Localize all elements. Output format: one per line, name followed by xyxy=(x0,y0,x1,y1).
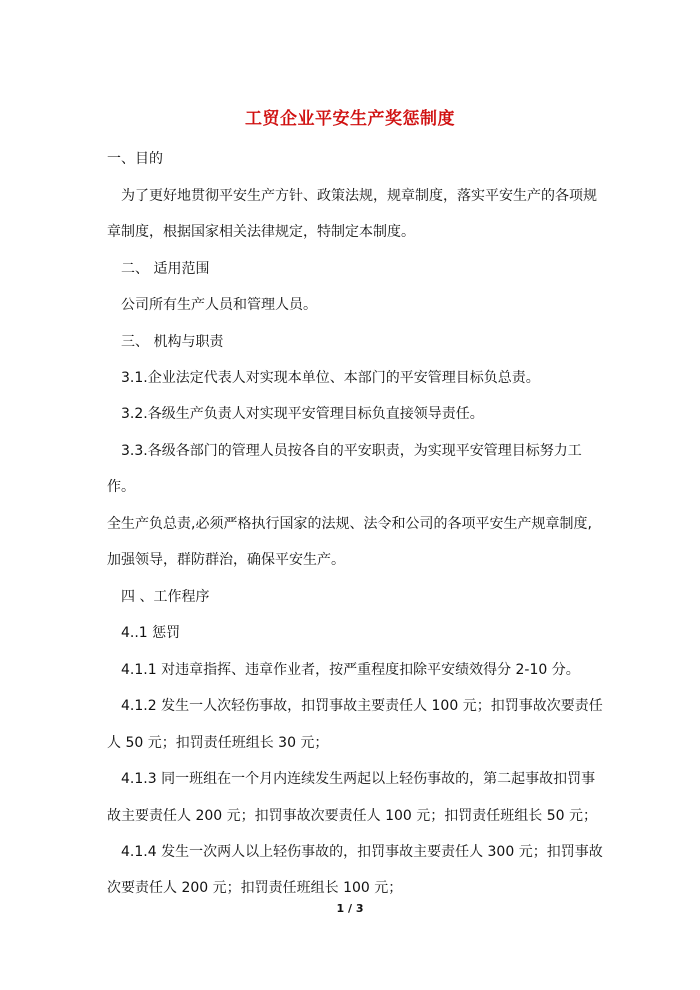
paragraph-line: 3.1.企业法定代表人对实现本单位、本部门的平安管理目标负总责。 xyxy=(121,370,540,386)
document-title: 工贸企业平安生产奖惩制度 xyxy=(245,109,455,129)
section-heading: 二、 适用范围 xyxy=(121,261,210,277)
section-heading: 一、目的 xyxy=(107,151,163,167)
paragraph-line: 加强领导，群防群治，确保平安生产。 xyxy=(107,552,345,568)
paragraph-line: 作。 xyxy=(107,479,135,495)
paragraph-line: 3.2.各级生产负责人对实现平安管理目标负直接领导责任。 xyxy=(121,406,484,422)
section-heading: 三、 机构与职责 xyxy=(121,334,224,350)
paragraph-line: 公司所有生产人员和管理人员。 xyxy=(121,297,317,313)
paragraph-line: 4.1.4 发生一次两人以上轻伤事故的，扣罚事故主要责任人 300 元；扣罚事故 xyxy=(121,844,603,860)
section-heading: 四 、工作程序 xyxy=(121,589,210,605)
paragraph-line: 为了更好地贯彻平安生产方针、政策法规，规章制度，落实平安生产的各项规 xyxy=(121,188,597,204)
page-number: 1 / 3 xyxy=(336,902,364,915)
paragraph-line: 全生产负总责,必须严格执行国家的法规、法令和公司的各项平安生产规章制度, xyxy=(107,516,592,532)
paragraph-line: 人 50 元；扣罚责任班组长 30 元； xyxy=(107,735,329,751)
paragraph-line: 4.1.2 发生一人次轻伤事故，扣罚事故主要责任人 100 元；扣罚事故次要责任 xyxy=(121,698,603,714)
paragraph-line: 故主要责任人 200 元；扣罚事故次要责任人 100 元；扣罚责任班组长 50 元； xyxy=(107,808,597,824)
paragraph-line: 4.1.3 同一班组在一个月内连续发生两起以上轻伤事故的，第二起事故扣罚事 xyxy=(121,771,596,787)
paragraph-line: 4.1.1 对违章指挥、违章作业者，按严重程度扣除平安绩效得分 2-10 分。 xyxy=(121,662,580,678)
subsection-heading: 4..1 惩罚 xyxy=(121,625,181,641)
paragraph-line: 章制度，根据国家相关法律规定，特制定本制度。 xyxy=(107,224,415,240)
paragraph-line: 次要责任人 200 元；扣罚责任班组长 100 元； xyxy=(107,880,403,896)
paragraph-line: 3.3.各级各部门的管理人员按各自的平安职责，为实现平安管理目标努力工 xyxy=(121,443,582,459)
